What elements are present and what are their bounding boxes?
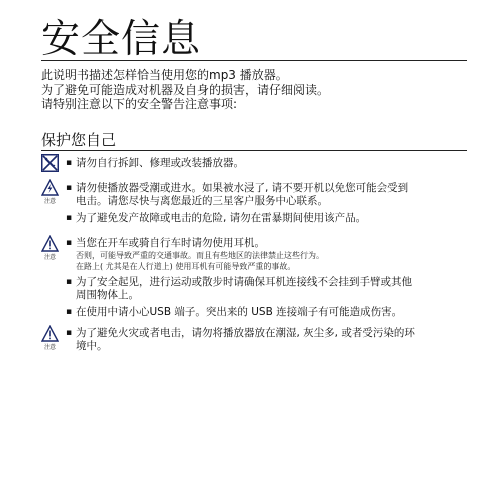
caution-label: 注意 <box>43 344 56 351</box>
bullet-mark: ▪ <box>66 183 73 193</box>
list-item-text: 请勿使播放器受潮或进水。如果被水浸了, 请不要开机以免您可能会受到 <box>76 182 409 194</box>
list-item-subtext: 否则，可能导致严重的交通事故。而且有些地区的法律禁止这些行为。 <box>76 251 324 260</box>
list-item <box>66 157 466 170</box>
caution-label: 注意 <box>43 198 56 205</box>
list-item-text: 当您在开车或骑自行车时请勿使用耳机。 <box>76 237 265 249</box>
section-rule <box>41 150 467 151</box>
list-item-text: 周围物体上。 <box>76 289 139 301</box>
bullet-mark: ▪ <box>66 238 73 248</box>
list-item-text: 请勿自行拆卸、修理或改装播放器。 <box>76 157 244 169</box>
list-item-text: 电击。请您尽快与离您最近的三星客户服务中心联系。 <box>76 195 328 207</box>
list-item <box>66 306 466 319</box>
no-disassemble-icon <box>41 154 59 172</box>
list-item-text: 在使用中请小心USB 端子。突出来的 USB 连接端子有可能造成伤害。 <box>76 306 403 318</box>
caution-label: 注意 <box>43 254 56 261</box>
list-item-text: 为了避免发产故障或电击的危险, 请勿在雷暴期间使用该产品。 <box>76 212 367 224</box>
intro-line-3: 请特别注意以下的安全警告注意事项: <box>41 97 238 111</box>
caution-triangle-icon <box>41 235 59 252</box>
title-rule <box>41 60 467 61</box>
intro-line-2: 为了避免可能造成对机器及自身的损害，请仔细阅读。 <box>41 82 330 97</box>
no-disassemble-icon-box <box>41 154 59 172</box>
caution-triangle-icon <box>41 325 59 342</box>
list-item <box>66 276 466 302</box>
list-item <box>66 327 466 353</box>
bullet-mark: ▪ <box>66 328 73 338</box>
list-item <box>66 212 466 225</box>
list-item <box>66 237 466 272</box>
list-item <box>66 182 466 208</box>
bullet-mark: ▪ <box>66 213 73 223</box>
list-item-text: 境中。 <box>76 340 108 352</box>
section-title: 保护您自己 <box>41 131 117 149</box>
bullet-mark: ▪ <box>66 307 73 317</box>
caution-triangle-icon-box-2 <box>41 325 59 351</box>
list-item-subtext: 在路上( 尤其是在人行道上) 使用耳机有可能导致严重的事故。 <box>76 262 296 271</box>
list-item-text: 为了避免火灾或者电击，请勿将播放器放在潮湿, 灰尘多, 或者受污染的环 <box>76 327 415 339</box>
bullet-mark: ▪ <box>66 158 73 168</box>
intro-text <box>41 68 471 112</box>
caution-triangle-icon-box-1 <box>41 235 59 261</box>
page-title: 安全信息 <box>41 17 202 62</box>
bullet-mark: ▪ <box>66 277 73 287</box>
electric-shock-icon <box>41 179 59 196</box>
electric-shock-icon-box <box>41 179 59 205</box>
list-item-text: 为了安全起见，进行运动或散步时请确保耳机连接线不会挂到手臂或其他 <box>76 276 412 288</box>
intro-line-1: 此说明书描述怎样恰当使用您的mp3 播放器。 <box>41 68 288 82</box>
